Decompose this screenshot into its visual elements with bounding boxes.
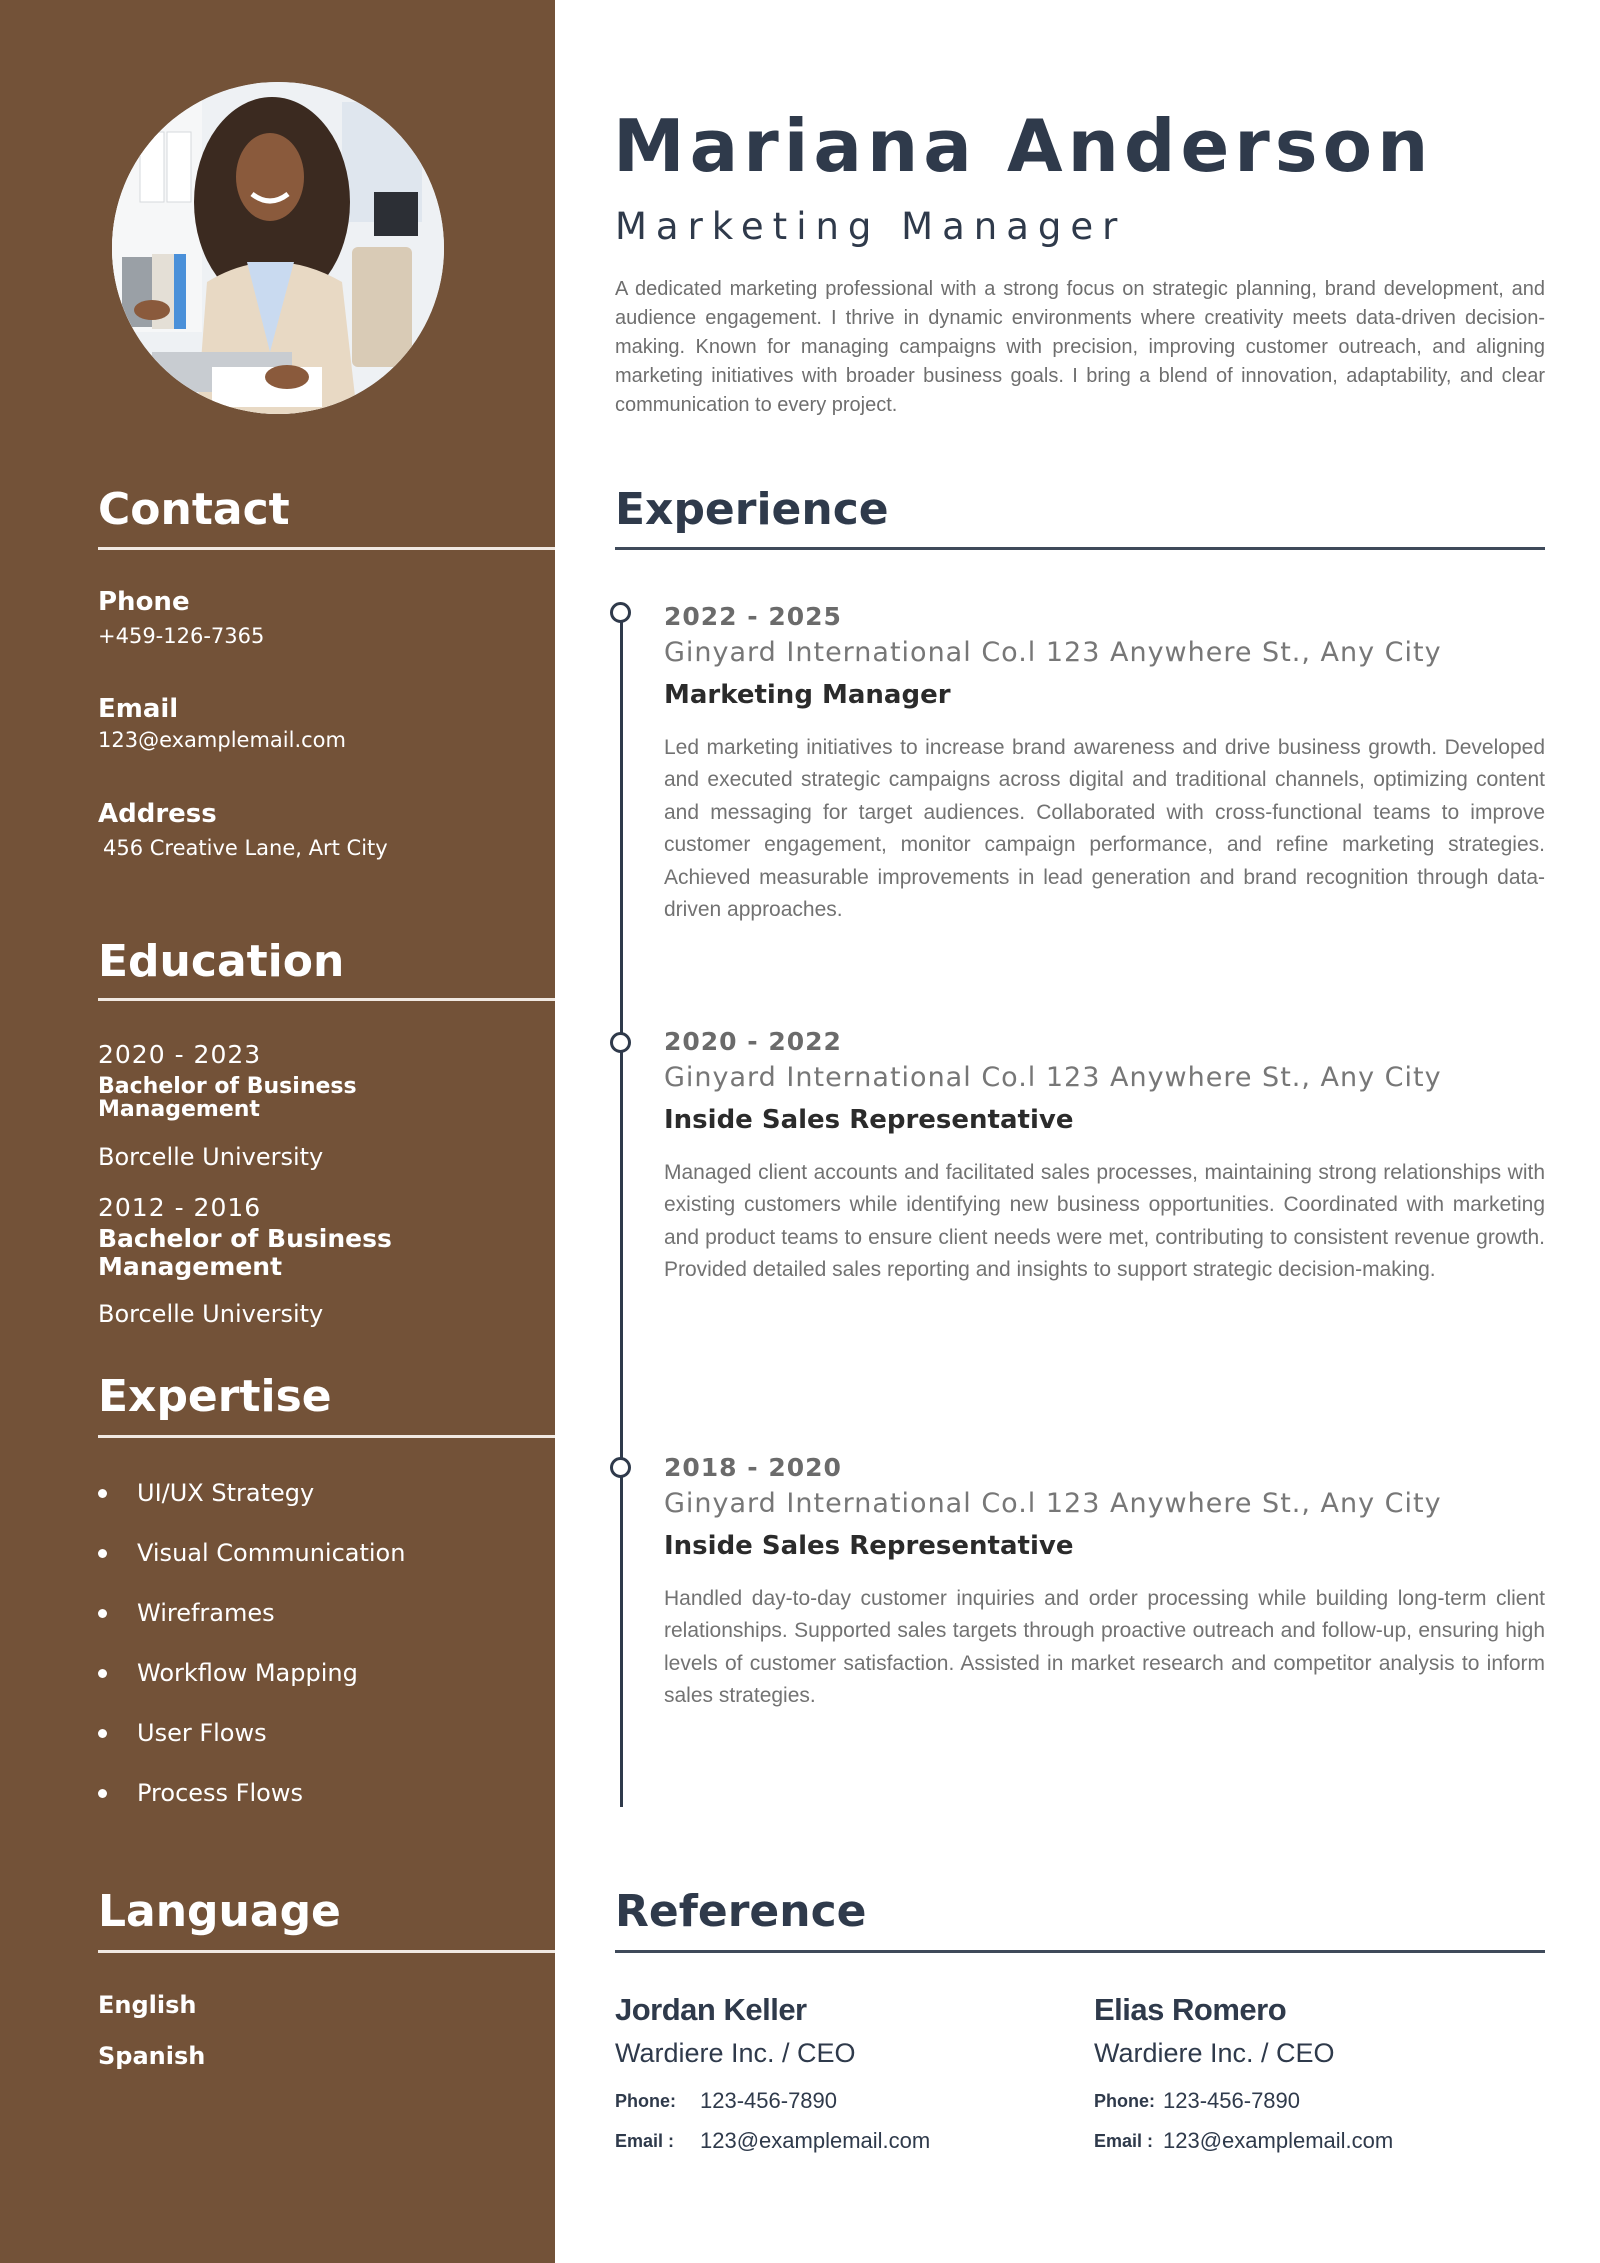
profile-summary: A dedicated marketing professional with a strong focus on strategic planning, brand development, and audience engagement. I thrive in dynamic environments where creativity meets data-driven decision-making. Known for managing campaigns with precision, improving customer outreach, and aligning marketing initiatives with broader business goals. I bring a blend of innovation, adaptability, and clear communication to every project.: [615, 278, 1545, 416]
timeline-line: [620, 613, 623, 1807]
bullet-icon: [98, 1789, 107, 1798]
education-degree: Bachelor of Business: [98, 1074, 357, 1099]
contact-heading: Contact: [98, 484, 290, 535]
education-degree-line2: Management: [98, 1252, 283, 1281]
experience-divider: [615, 547, 1545, 550]
bullet-icon: [98, 1549, 107, 1558]
job-title: Marketing Manager: [615, 205, 1127, 248]
job-description: Managed client accounts and facilitated sales processes, maintaining strong relationships with existing customers while identifying new business opportunities. Coordinated with marketing and product teams to ensure client needs were met, contributing to consistent revenue growth. Provided detailed sales reporting and insights to support strategic decision-making.: [664, 1161, 1545, 1282]
candidate-name: Mariana Anderson: [613, 104, 1434, 188]
reference-name: Jordan Keller: [615, 1992, 807, 2027]
expertise-heading: Expertise: [98, 1371, 332, 1422]
timeline-node-icon: [610, 602, 631, 623]
bullet-icon: [98, 1669, 107, 1678]
language-heading: Language: [98, 1886, 341, 1937]
reference-email-label: Email :: [615, 2131, 675, 2151]
education-school: Borcelle University: [98, 1300, 324, 1328]
profile-photo: [112, 82, 444, 414]
job-role: Inside Sales Representative: [664, 1531, 1074, 1561]
education-degree-line2: Management: [98, 1097, 260, 1122]
address-label: Address: [98, 799, 217, 829]
reference-email: 123@examplemail.com: [700, 2128, 931, 2153]
phone-value: +459-126-7365: [98, 624, 265, 648]
language-item: English: [98, 1991, 197, 2019]
bullet-icon: [98, 1609, 107, 1618]
education-degree: Bachelor of Business: [98, 1224, 392, 1253]
address-value: 456 Creative Lane, Art City: [103, 836, 388, 860]
expertise-divider: [98, 1435, 555, 1438]
reference-phone-label: Phone:: [615, 2091, 676, 2111]
bullet-icon: [98, 1729, 107, 1738]
job-company: Ginyard International Co.l 123 Anywhere St., Any City: [664, 1488, 1442, 1519]
timeline-node-icon: [610, 1032, 631, 1053]
language-divider: [98, 1950, 555, 1953]
reference-name: Elias Romero: [1094, 1992, 1287, 2027]
reference-divider: [615, 1950, 1545, 1953]
job-role: Marketing Manager: [664, 680, 951, 710]
reference-phone: 123-456-7890: [700, 2088, 838, 2113]
language-item: Spanish: [98, 2042, 206, 2070]
reference-company: Wardiere Inc. / CEO: [1094, 2038, 1335, 2068]
email-label: Email: [98, 694, 179, 724]
phone-label: Phone: [98, 587, 190, 617]
job-company: Ginyard International Co.l 123 Anywhere St., Any City: [664, 637, 1442, 668]
contact-divider: [98, 547, 555, 550]
timeline-node-icon: [610, 1457, 631, 1478]
bullet-icon: [98, 1489, 107, 1498]
education-years: 2020 - 2023: [98, 1040, 262, 1069]
education-school: Borcelle University: [98, 1143, 324, 1171]
reference-heading: Reference: [615, 1886, 867, 1937]
reference-phone: 123-456-7890: [1163, 2088, 1301, 2113]
job-years: 2018 - 2020: [664, 1453, 842, 1482]
reference-email: 123@examplemail.com: [1163, 2128, 1394, 2153]
email-value: 123@examplemail.com: [98, 728, 346, 752]
portrait-image-icon: [112, 82, 444, 414]
reference-email-label: Email :: [1094, 2131, 1154, 2151]
job-company: Ginyard International Co.l 123 Anywhere St., Any City: [664, 1062, 1442, 1093]
education-years: 2012 - 2016: [98, 1193, 262, 1222]
reference-company: Wardiere Inc. / CEO: [615, 2038, 856, 2068]
reference-phone-label: Phone:: [1094, 2091, 1155, 2111]
job-years: 2022 - 2025: [664, 602, 842, 631]
education-divider: [98, 998, 555, 1001]
job-description: Handled day-to-day customer inquiries and order processing while building long-term client relationships. Supported sales targets through proactive outreach and follow-up, ensuring high levels of customer satisfaction. Assisted in market research and competitor analysis to inform sales strategies.: [664, 1587, 1545, 1708]
job-description: Led marketing initiatives to increase brand awareness and drive business growth. Developed and executed strategic campaigns across digital and traditional channels, optimizing content and messaging for target audiences. Collaborated with cross-functional teams to improve customer engagement, monitor campaign performance, and refine marketing strategies. Achieved measurable improvements in lead generation and brand recognition through data-driven approaches.: [664, 736, 1545, 922]
job-years: 2020 - 2022: [664, 1027, 842, 1056]
education-heading: Education: [98, 936, 345, 987]
experience-heading: Experience: [615, 484, 889, 535]
job-role: Inside Sales Representative: [664, 1105, 1074, 1135]
